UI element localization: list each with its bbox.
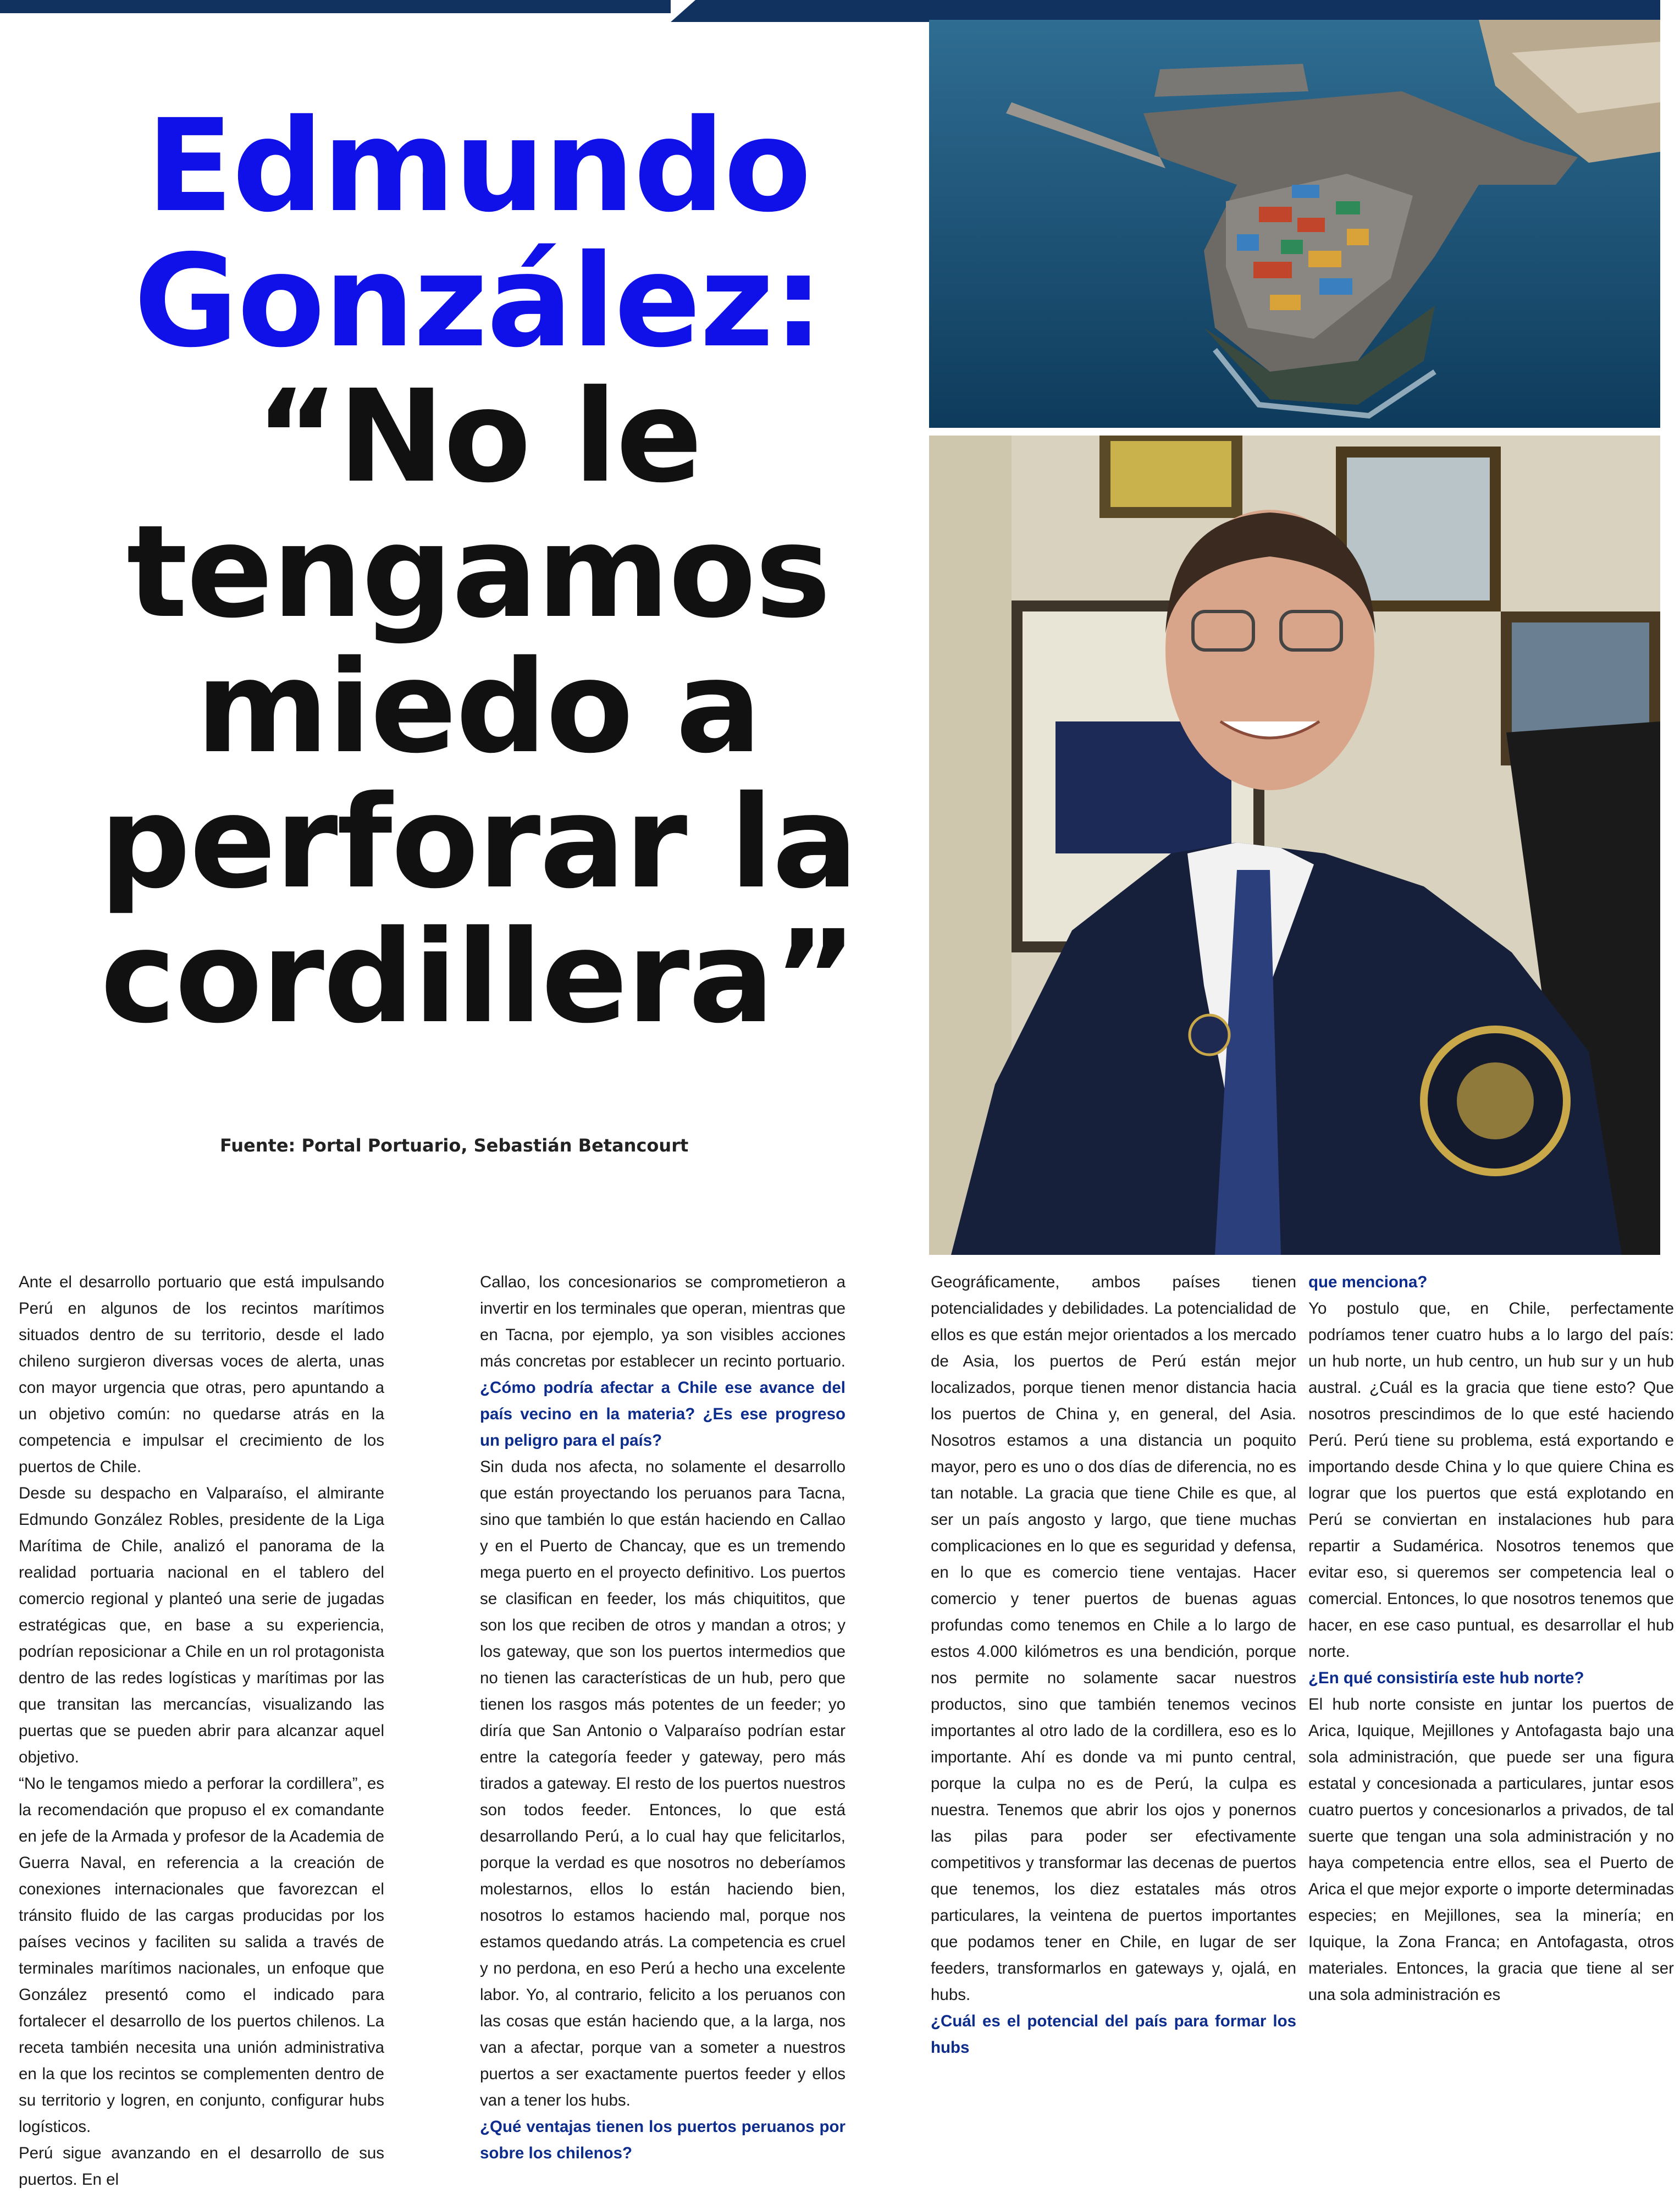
interview-question: ¿Cómo podría afectar a Chile ese avance del país vecino en la materia? ¿Es ese progreso un peligro para el país?	[480, 1379, 845, 1450]
top-rule-left	[0, 0, 671, 13]
portrait-photo	[929, 436, 1660, 1255]
top-rule-right	[671, 0, 1660, 22]
headline-name-line-1: Edmundo	[146, 92, 811, 240]
headline-quote-line-2: tengamos	[126, 497, 830, 646]
paragraph: Perú sigue avanzando en el desarrollo de sus puertos. En el	[19, 2144, 384, 2189]
aerial-port-photo	[929, 20, 1660, 428]
paragraph-text: Callao, los concesionarios se comprometieron a invertir en los terminales que operan, mientras que en Tacna, por ejemplo, ya son visibles acciones más concretas por establecer un recinto portuario.	[480, 1273, 845, 1370]
paragraph-with-question	[480, 1269, 845, 1454]
article-column-3	[931, 1269, 1296, 2057]
paragraph: Yo postulo que, en Chile, perfectamente podríamos tener cuatro hubs a lo largo del país: un hub norte, un hub centro, un hub sur y un hub austral. ¿Cuál es la gracia que tiene esto? Que nosotros prescindimos de lo que esté haciendo Perú. Perú tiene su problema, está exportando e importando desde China y lo que quiere China es lograr que los puertos que está explotando en Perú se conviertan en instalaciones hub para repartir a Sudamérica. Nosotros tenemos que evitar eso, si queremos ser competencia leal o comercial. Entonces, lo que nosotros tenemos que hacer, en ese caso puntual, es desarrollar el hub norte.	[1308, 1299, 1674, 1661]
paragraph: Desde su despacho en Valparaíso, el almirante Edmundo González Robles, presidente de la Liga Marítima de Chile, analizó el panorama de la realidad portuaria nacional en el tablero del comercio regional y planteó una serie de jugadas estratégicas que, en base a su experiencia, podrían reposicionar a Chile en un rol protagonista dentro de las redes logísticas y marítimas por las que transitan las mercancías, visualizando las puertas que se pueden abrir para alcanzar aquel objetivo.	[19, 1484, 384, 1766]
article-column-1	[19, 1269, 384, 2189]
source-credit: Fuente: Portal Portuario, Sebastián Betancourt	[220, 1135, 689, 1156]
paragraph: Geográficamente, ambos países tienen potencialidades y debilidades. La potencialidad de ellos es que están mejor orientados a los mercado de Asia, los puertos de Perú están mejor localizados, porque tienen menor distancia hacia los puertos de China y, en general, del Asia. Nosotros estamos a una distancia un poquito mayor, pero es uno o dos días de diferencia, no es tan notable. La gracia que tiene Chile es que, al ser un país angosto y largo, que tiene muchas complicaciones en lo que es seguridad y defensa, en lo que es comercio tiene ventajas. Hacer comercio y tener puertos de buenas aguas profundas como tenemos en Chile a lo largo de estos 4.000 kilómetros es una bendición, porque nos permite no solamente sacar nuestros productos, sino que también tenemos vecinos importantes al otro lado de la cordillera, eso es lo importante. Ahí es donde va mi punto central, porque la culpa no es de Perú, la culpa es nuestra. Tenemos que abrir los ojos y ponernos las pilas para poder ser efectivamente competitivos y transformar las decenas de puertos que tenemos, los diez estatales más otros particulares, la veintena de puertos importantes que podamos tener en Chile, en lugar de ser feeders, transformarlos en gateways y, ojalá, en hubs.	[931, 1273, 1296, 2004]
headline-quote-line-4: perforar la	[99, 768, 858, 917]
headline	[38, 92, 918, 1052]
article-column-4	[1308, 1269, 1674, 2006]
interview-question: ¿En qué consistiría este hub norte?	[1308, 1669, 1584, 1687]
paragraph: Ante el desarrollo portuario que está impulsando Perú en algunos de los recintos marítimos situados dentro de su territorio, desde el lado chileno surgieron diversas voces de alerta, unas con mayor urgencia que otras, pero apuntando a un objetivo común: no quedarse atrás en la competencia e impulsar el crecimiento de los puertos de Chile.	[19, 1273, 384, 1476]
article-column-2	[480, 1269, 845, 2162]
paragraph: El hub norte consiste en juntar los puertos de Arica, Iquique, Mejillones y Antofagasta bajo una sola administración, que puede ser una figura estatal y concesionada a particulares, juntar esos cuatro puertos y concesionarlos a privados, de tal suerte que tengan una sola administración y no haya competencia entre ellos, sea el Puerto de Arica el que mejor exporte o importe determinadas especies; en Mejillones, sea la minería; en Iquique, la Zona Franca; en Antofagasta, otros materiales. Entonces, la gracia que tiene al ser una sola administración es	[1308, 1695, 1674, 2004]
paragraph: “No le tengamos miedo a perforar la cordillera”, es la recomendación que propuso el ex comandante en jefe de la Armada y profesor de la Academia de Guerra Naval, en referencia a la creación de conexiones internacionales que favorezcan el tránsito fluido de las cargas producidas por los países vecinos y faciliten su salida a través de terminales marítimos nacionales, un enfoque que González presentó como el indicado para fortalecer el desarrollo de los puertos chilenos. La receta también necesita una unión administrativa en la que los recintos se complementen dentro de su territorio y logren, en conjunto, configurar hubs logísticos.	[19, 1775, 384, 2136]
interview-question: ¿Cuál es el potencial del país para formar los hubs	[931, 2012, 1296, 2057]
headline-quote-line-3: miedo a	[196, 632, 761, 781]
interview-question-continued: que menciona?	[1308, 1273, 1428, 1291]
interview-question: ¿Qué ventajas tienen los puertos peruanos por sobre los chilenos?	[480, 2118, 845, 2162]
aerial-port-illustration	[929, 20, 1660, 428]
paragraph: Sin duda nos afecta, no solamente el desarrollo que están proyectando los peruanos para Tacna, sino que también lo que están haciendo en Callao y en el Puerto de Chancay, que es un tremendo mega puerto en el proyecto definitivo. Los puertos se clasifican en feeder, los más chiquititos, que son los que reciben de otros y mandan a otros; y los gateway, que son los puertos intermedios que no tienen las características de un hub, pero que tienen los rasgos más potentes de un feeder; yo diría que San Antonio o Valparaíso podrían estar entre la categoría feeder y gateway, pero más tirados a gateway. El resto de los puertos nuestros son todos feeder. Entonces, lo que está desarrollando Perú, a lo cual hay que felicitarlos, porque la verdad es que nosotros no deberíamos molestarnos, ellos lo están haciendo bien, nosotros lo estamos haciendo mal, porque nos estamos quedando atrás. La competencia es cruel y no perdona, en eso Perú a hecho una excelente labor. Yo, al contrario, felicito a los peruanos con las cosas que están haciendo que, a la larga, nos van a afectar, porque van a someter a nuestros puertos a ser exactamente puertos feeder y ellos van a tener los hubs.	[480, 1458, 845, 2109]
portrait-illustration	[929, 436, 1660, 1255]
headline-name-line-2: González:	[134, 227, 823, 376]
headline-quote-line-1: “No le	[255, 362, 701, 511]
headline-quote-line-5: cordillera”	[100, 903, 856, 1052]
